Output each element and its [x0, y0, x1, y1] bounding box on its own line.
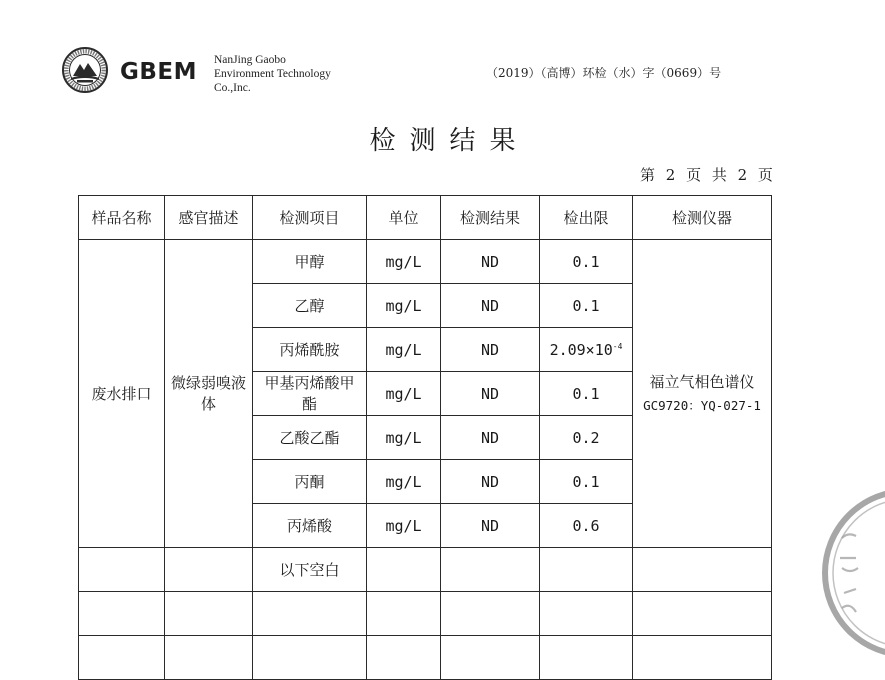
empty-cell	[367, 592, 441, 636]
brand-name: GBEM	[120, 59, 198, 85]
test-item-cell: 丙烯酰胺	[253, 328, 367, 372]
header-description: 感官描述	[165, 196, 253, 240]
company-seal-logo	[62, 47, 108, 93]
empty-cell	[367, 636, 441, 680]
empty-cell	[367, 548, 441, 592]
header-instrument: 检测仪器	[633, 196, 772, 240]
limit-cell: 0.1	[540, 284, 633, 328]
empty-cell	[540, 636, 633, 680]
empty-cell	[79, 592, 165, 636]
empty-cell	[165, 548, 253, 592]
table-header-row	[79, 196, 772, 240]
unit-cell: mg/L	[367, 504, 441, 548]
limit-cell	[540, 328, 633, 372]
instrument-model: GC9720：YQ-027-1	[643, 397, 761, 413]
table-row-empty	[79, 636, 772, 680]
header-unit: 单位	[367, 196, 441, 240]
result-cell: ND	[441, 240, 540, 284]
test-item-cell: 丙酮	[253, 460, 367, 504]
unit-cell: mg/L	[367, 416, 441, 460]
limit-base: 2.09×10	[549, 340, 613, 359]
unit-cell: mg/L	[367, 328, 441, 372]
empty-cell	[540, 592, 633, 636]
instrument-cell	[633, 240, 772, 548]
test-item-cell: 丙烯酸	[253, 504, 367, 548]
unit-cell: mg/L	[367, 372, 441, 416]
result-cell: ND	[441, 504, 540, 548]
page-indicator: 第 2 页 共 2 页	[640, 166, 776, 184]
empty-cell	[79, 636, 165, 680]
report-number: （2019）（高博）环检（水）字（0669）号	[486, 66, 722, 80]
company-line: Environment Technology	[214, 68, 331, 80]
limit-cell: 0.6	[540, 504, 633, 548]
test-item-cell: 甲基丙烯酸甲酯	[253, 372, 367, 416]
limit-cell: 0.1	[540, 460, 633, 504]
empty-cell	[540, 548, 633, 592]
empty-cell	[441, 636, 540, 680]
empty-cell	[165, 636, 253, 680]
header-sample-name: 样品名称	[79, 196, 165, 240]
empty-cell	[441, 592, 540, 636]
result-cell: ND	[441, 372, 540, 416]
page-title: 检测结果	[369, 126, 530, 156]
description-cell: 微绿弱嗅液体	[165, 240, 253, 548]
empty-cell	[79, 548, 165, 592]
empty-cell	[633, 592, 772, 636]
header-test-item: 检测项目	[253, 196, 367, 240]
company-line: Co.,Inc.	[214, 82, 251, 94]
empty-cell	[165, 592, 253, 636]
results-table	[78, 195, 772, 680]
sample-name-cell: 废水排口	[79, 240, 165, 548]
empty-cell	[441, 548, 540, 592]
test-item-cell: 乙醇	[253, 284, 367, 328]
limit-cell: 0.2	[540, 416, 633, 460]
empty-cell	[253, 636, 367, 680]
header-detection-limit: 检出限	[540, 196, 633, 240]
limit-exponent: -4	[612, 341, 623, 351]
limit-cell: 0.1	[540, 240, 633, 284]
table-row-blank-note	[79, 548, 772, 592]
empty-cell	[633, 548, 772, 592]
unit-cell: mg/L	[367, 240, 441, 284]
result-cell: ND	[441, 460, 540, 504]
blank-note-cell: 以下空白	[253, 548, 367, 592]
limit-cell: 0.1	[540, 372, 633, 416]
result-cell: ND	[441, 328, 540, 372]
table-row	[79, 240, 772, 284]
instrument-name: 福立气相色谱仪	[649, 372, 755, 391]
official-stamp-partial	[812, 478, 885, 658]
result-cell: ND	[441, 284, 540, 328]
empty-cell	[633, 636, 772, 680]
result-cell: ND	[441, 416, 540, 460]
company-name	[214, 53, 331, 95]
company-line: NanJing Gaobo	[214, 54, 286, 66]
table-row-empty	[79, 592, 772, 636]
test-item-cell: 乙酸乙酯	[253, 416, 367, 460]
test-item-cell: 甲醇	[253, 240, 367, 284]
unit-cell: mg/L	[367, 460, 441, 504]
empty-cell	[253, 592, 367, 636]
unit-cell: mg/L	[367, 284, 441, 328]
header-result: 检测结果	[441, 196, 540, 240]
